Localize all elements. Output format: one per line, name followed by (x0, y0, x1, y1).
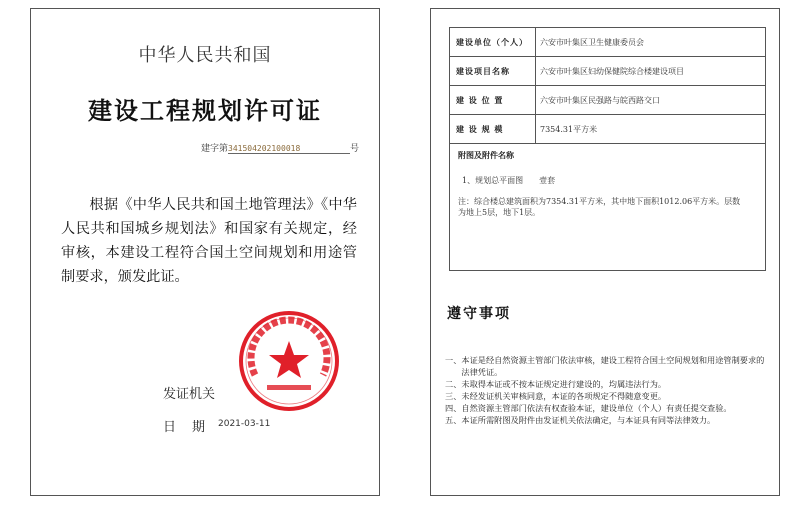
row-label: 建设单位（个人） (450, 28, 536, 56)
rules-list (445, 354, 765, 426)
issue-date: 2021-03-11 (218, 419, 271, 429)
rules-title: 遵守事项 (447, 306, 511, 322)
permit-number-line (201, 141, 359, 154)
list-item: 二、未取得本证或不按本证规定进行建设的，均属违法行为。 (445, 379, 667, 389)
country-name: 中华人民共和国 (138, 45, 272, 66)
official-seal (237, 309, 341, 413)
list-item: 四、自然资源主管部门依法有权查验本证，建设单位（个人）有责任提交查验。 (445, 403, 732, 413)
project-info-table (449, 27, 766, 271)
table-row (450, 57, 765, 86)
attachments-header: 附图及附件名称 (458, 151, 514, 160)
permit-suffix: 号 (350, 144, 360, 154)
row-label: 建 设 位 置 (450, 86, 536, 114)
table-row (450, 28, 765, 57)
table-row (450, 86, 765, 115)
certificate-back-page (430, 8, 780, 496)
certificate-statement: 根据《中华人民共和国土地管理法》《中华人民共和国城乡规划法》和国家有关规定，经审核，本建设工程符合国土空间规划和用途管制要求，颁发此证。 (61, 197, 357, 285)
row-value: 六安市叶集区妇幼保健院综合楼建设项目 (540, 66, 684, 76)
issuer-label: 发证机关 (163, 387, 216, 402)
document-title: 建设工程规划许可证 (88, 97, 322, 125)
row-label: 建设项目名称 (450, 57, 536, 85)
row-value: 六安市叶集区民强路与皖西路交口 (540, 95, 660, 105)
row-value: 7354.31平方米 (540, 124, 598, 134)
seal-star-icon (269, 341, 309, 378)
certificate-front-page (30, 8, 380, 496)
date-label: 日期 (163, 420, 222, 435)
list-item: 三、未经发证机关审核同意，本证的各项规定不得随意变更。 (445, 391, 667, 401)
attachment-note: 注：综合楼总建筑面积为7354.31平方米，其中地下面积1012.06平方米。层数为地上5层，地下1层。 (458, 197, 741, 217)
attachments-section (450, 144, 765, 270)
table-row (450, 115, 765, 144)
row-label: 建 设 规 模 (450, 115, 536, 143)
list-item: 五、本证所需附图及附件由发证机关依法确定，与本证具有同等法律效力。 (445, 415, 716, 425)
row-value: 六安市叶集区卫生健康委员会 (540, 37, 644, 47)
permit-prefix: 建字第 (201, 144, 229, 154)
attachment-item: 1、规划总平面图 壹套 (462, 176, 556, 185)
permit-number: 341504202100018 (228, 144, 350, 154)
list-item: 一、本证是经自然资源主管部门依法审核，建设工程符合国土空间规划和用途管制要求的法律凭证。 (445, 355, 765, 377)
